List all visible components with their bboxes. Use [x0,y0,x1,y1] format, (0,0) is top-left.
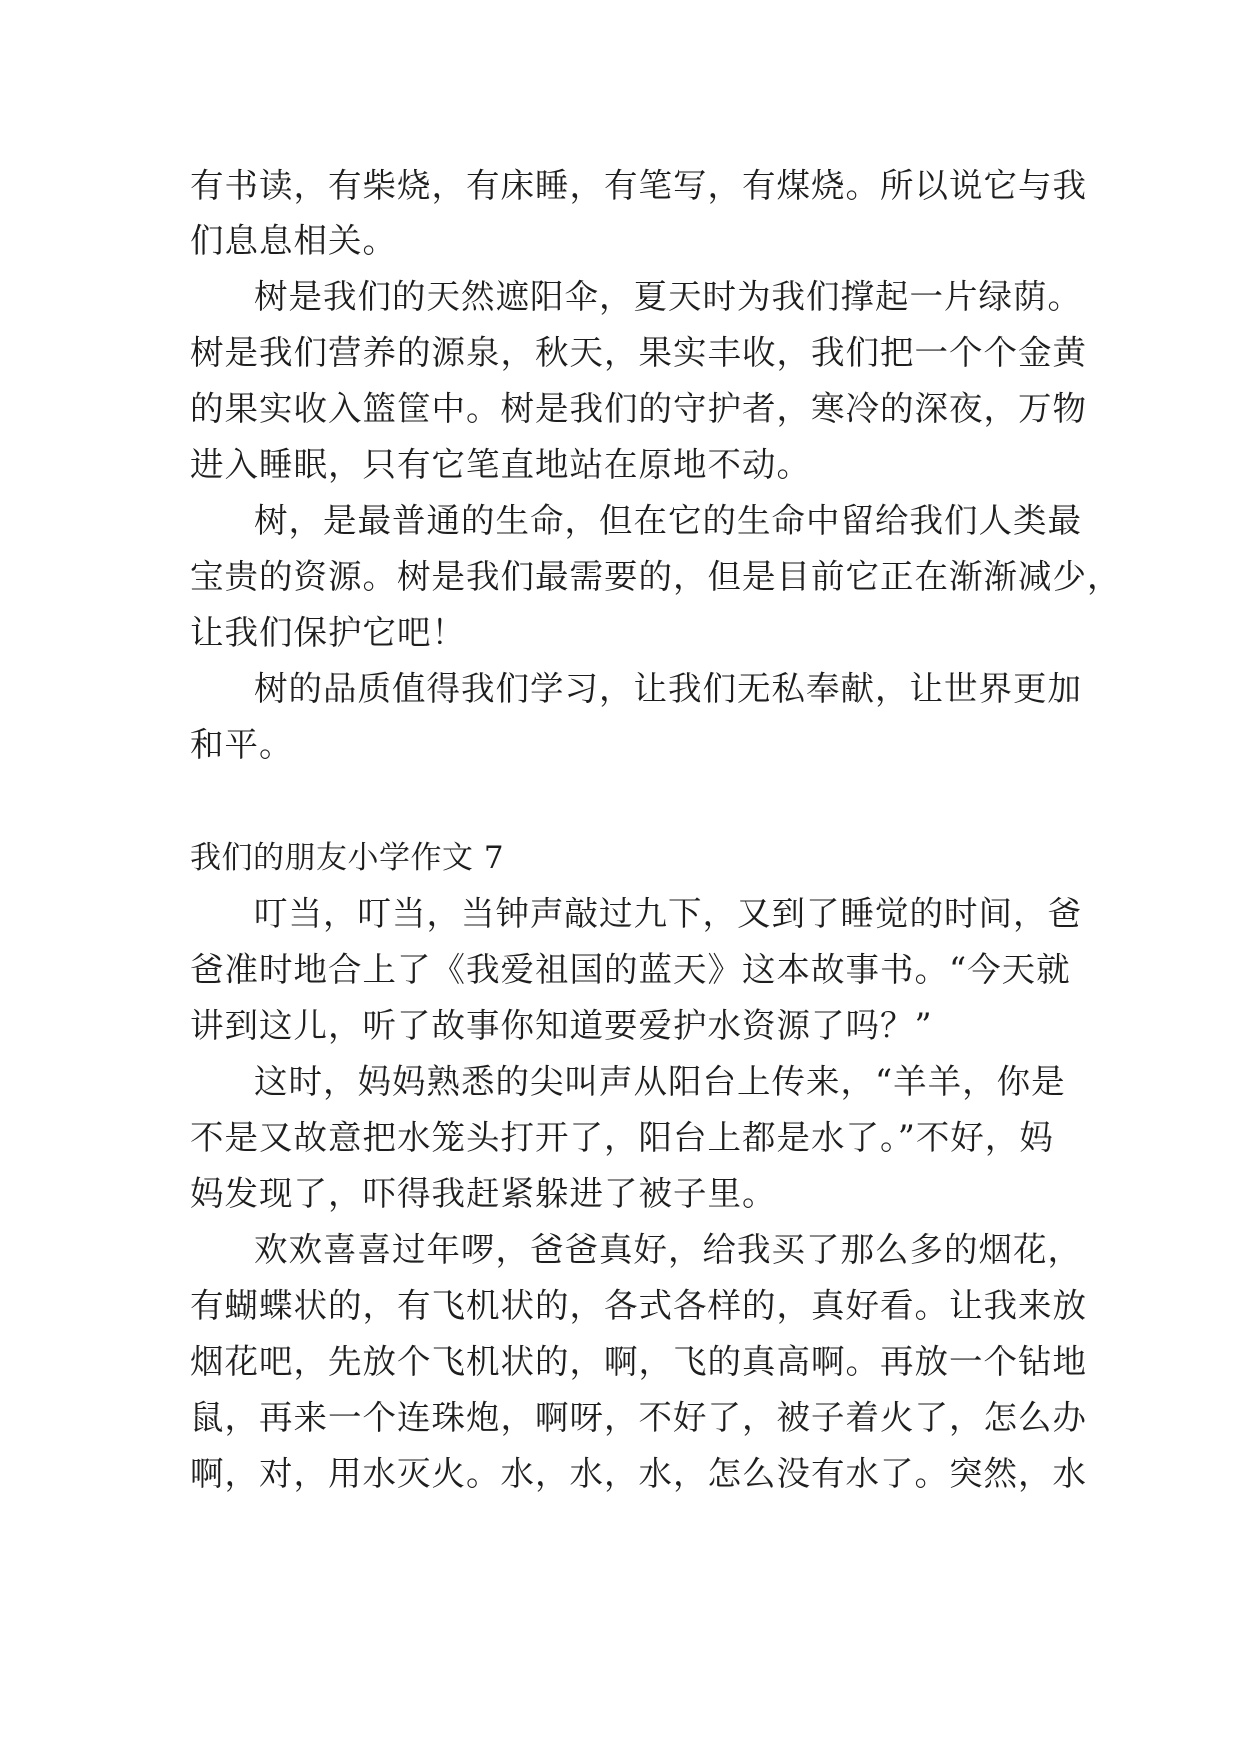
text-line: 不是又故意把水笼头打开了，阳台上都是水了。”不好，妈 [190,1118,1054,1157]
section-heading: 我们的朋友小学作文 7 [190,840,505,876]
text-line: 的果实收入篮筐中。树是我们的守护者，寒冷的深夜，万物 [190,389,1087,428]
paragraph-first-line: 树的品质值得我们学习，让我们无私奉献，让世界更加 [254,669,1082,708]
paragraph-first-line: 叮当，叮当，当钟声敲过九下，又到了睡觉的时间，爸 [254,894,1082,933]
text-line: 们息息相关。 [190,221,397,260]
text-line: 有书读，有柴烧，有床睡，有笔写，有煤烧。所以说它与我 [190,166,1087,205]
text-line: 进入睡眠，只有它笔直地站在原地不动。 [190,445,811,484]
text-line: 鼠，再来一个连珠炮，啊呀，不好了，被子着火了，怎么办 [190,1398,1087,1437]
text-line: 和平。 [190,725,294,764]
paragraph-first-line: 树，是最普通的生命，但在它的生命中留给我们人类最 [254,501,1082,540]
text-line: 让我们保护它吧！ [190,613,466,652]
text-line: 妈发现了，吓得我赶紧躲进了被子里。 [190,1174,777,1213]
text-line: 讲到这儿，听了故事你知道要爱护水资源了吗？” [190,1006,933,1045]
text-line: 树是我们营养的源泉，秋天，果实丰收，我们把一个个金黄 [190,333,1087,372]
paragraph-first-line: 欢欢喜喜过年啰，爸爸真好，给我买了那么多的烟花， [254,1230,1082,1269]
text-line: 宝贵的资源。树是我们最需要的，但是目前它正在渐渐减少， [190,557,1122,596]
paragraph-first-line: 树是我们的天然遮阳伞，夏天时为我们撑起一片绿荫。 [254,277,1082,316]
paragraph-first-line: 这时，妈妈熟悉的尖叫声从阳台上传来，“羊羊，你是 [254,1062,1066,1101]
text-line: 爸准时地合上了《我爱祖国的蓝天》这本故事书。“今天就 [190,950,1071,989]
text-line: 烟花吧，先放个飞机状的，啊，飞的真高啊。再放一个钻地 [190,1342,1087,1381]
text-line: 有蝴蝶状的，有飞机状的，各式各样的，真好看。让我来放 [190,1286,1087,1325]
text-line: 啊，对，用水灭火。水，水，水，怎么没有水了。突然，水 [190,1454,1087,1493]
